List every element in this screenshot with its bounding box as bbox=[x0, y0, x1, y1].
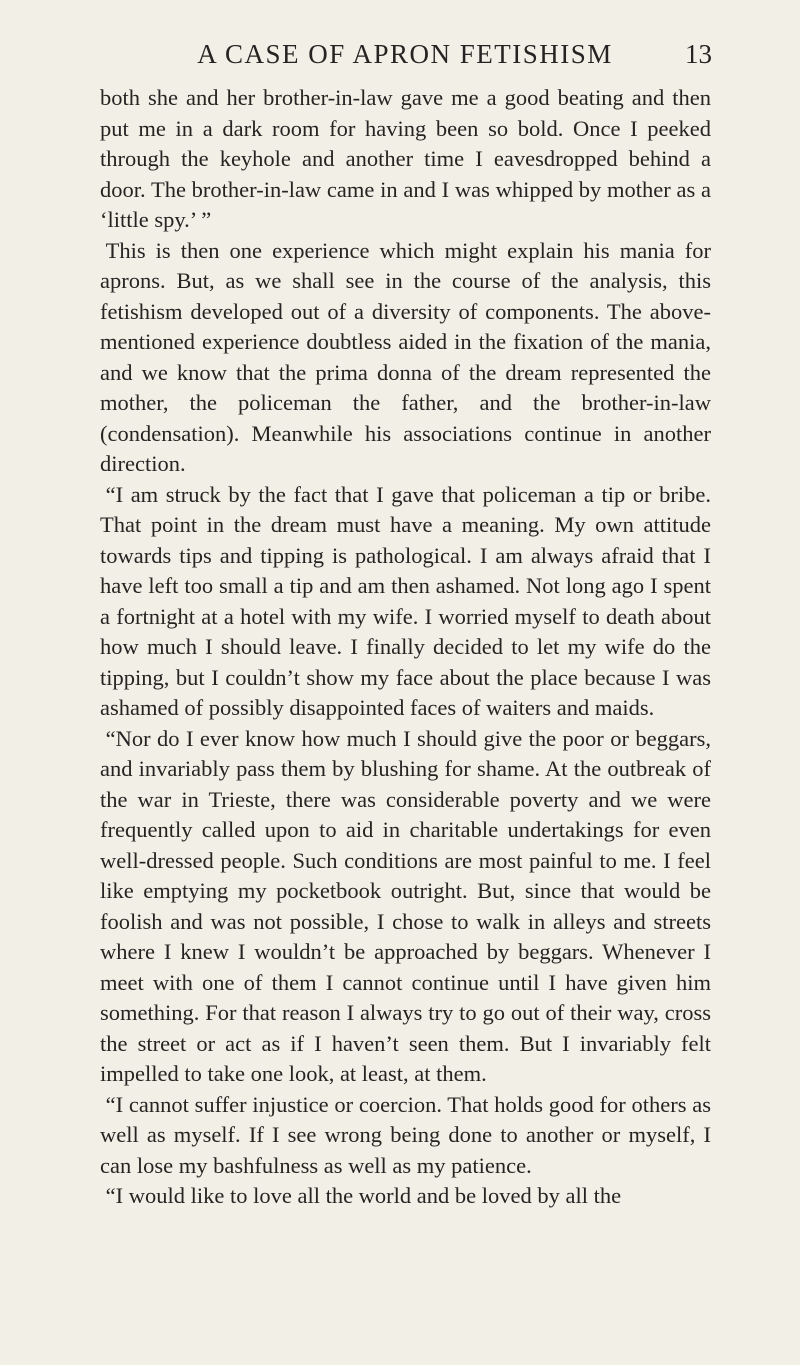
paragraph: “I cannot suffer injustice or coercion. That holds good for others as well as myself. If I see wrong being done to another or myself, I can lose my bashfulness as well as my patience. bbox=[100, 1091, 711, 1178]
paragraph-continuation: both she and her brother-in-law gave me a good beating and then put me in a dark room for having been so bold. Once I peeked through the keyhole and another time I eavesdropped behind a door. The brother-in-law came in and I was whipped by mother as a ‘little spy.’ ” bbox=[100, 85, 711, 232]
page-number: 13 bbox=[685, 39, 712, 69]
paragraph-last-line: “I would like to love all the world and be loved by all the bbox=[105, 1183, 622, 1208]
body-text bbox=[100, 83, 711, 1212]
paragraph: This is then one experience which might explain his mania for aprons. But, as we shall see in the course of the analysis, this fetishism developed out of a diversity of components. The above-mentioned experience doubtless aided in the fixation of the mania, and we know that the prima donna of the dream represented the mother, the policeman the father, and the brother-in-law (condensation). Meanwhile his associations continue in another direction. bbox=[100, 237, 711, 476]
running-head bbox=[100, 36, 710, 76]
paragraph: “I am struck by the fact that I gave that policeman a tip or bribe. That point in the dream must have a meaning. My own attitude towards tips and tipping is pathological. I am always afraid that I have left too small a tip and am then ashamed. Not long ago I spent a fortnight at a hotel with my wife. I worried myself to death about how much I should leave. I finally decided to let my wife do the tipping, but I couldn’t show my face about the place because I was ashamed of possibly disappointed faces of waiters and maids. bbox=[100, 481, 711, 720]
running-title: A CASE OF APRON FETISHISM bbox=[197, 39, 613, 69]
paragraph: “Nor do I ever know how much I should give the poor or beggars, and invariably pass them by blushing for shame. At the outbreak of the war in Trieste, there was considerable poverty and we were frequently called upon to aid in charitable undertakings for even well-dressed people. Such conditions are most painful to me. I feel like emptying my pocketbook outright. But, since that would be foolish and was not possible, I chose to walk in alleys and streets where I knew I wouldn’t be approached by beggars. Whenever I meet with one of them I cannot continue until I have given him something. For that reason I always try to go out of their way, cross the street or act as if I haven’t seen them. But I invariably felt impelled to take one look, at least, at them. bbox=[100, 725, 711, 1086]
